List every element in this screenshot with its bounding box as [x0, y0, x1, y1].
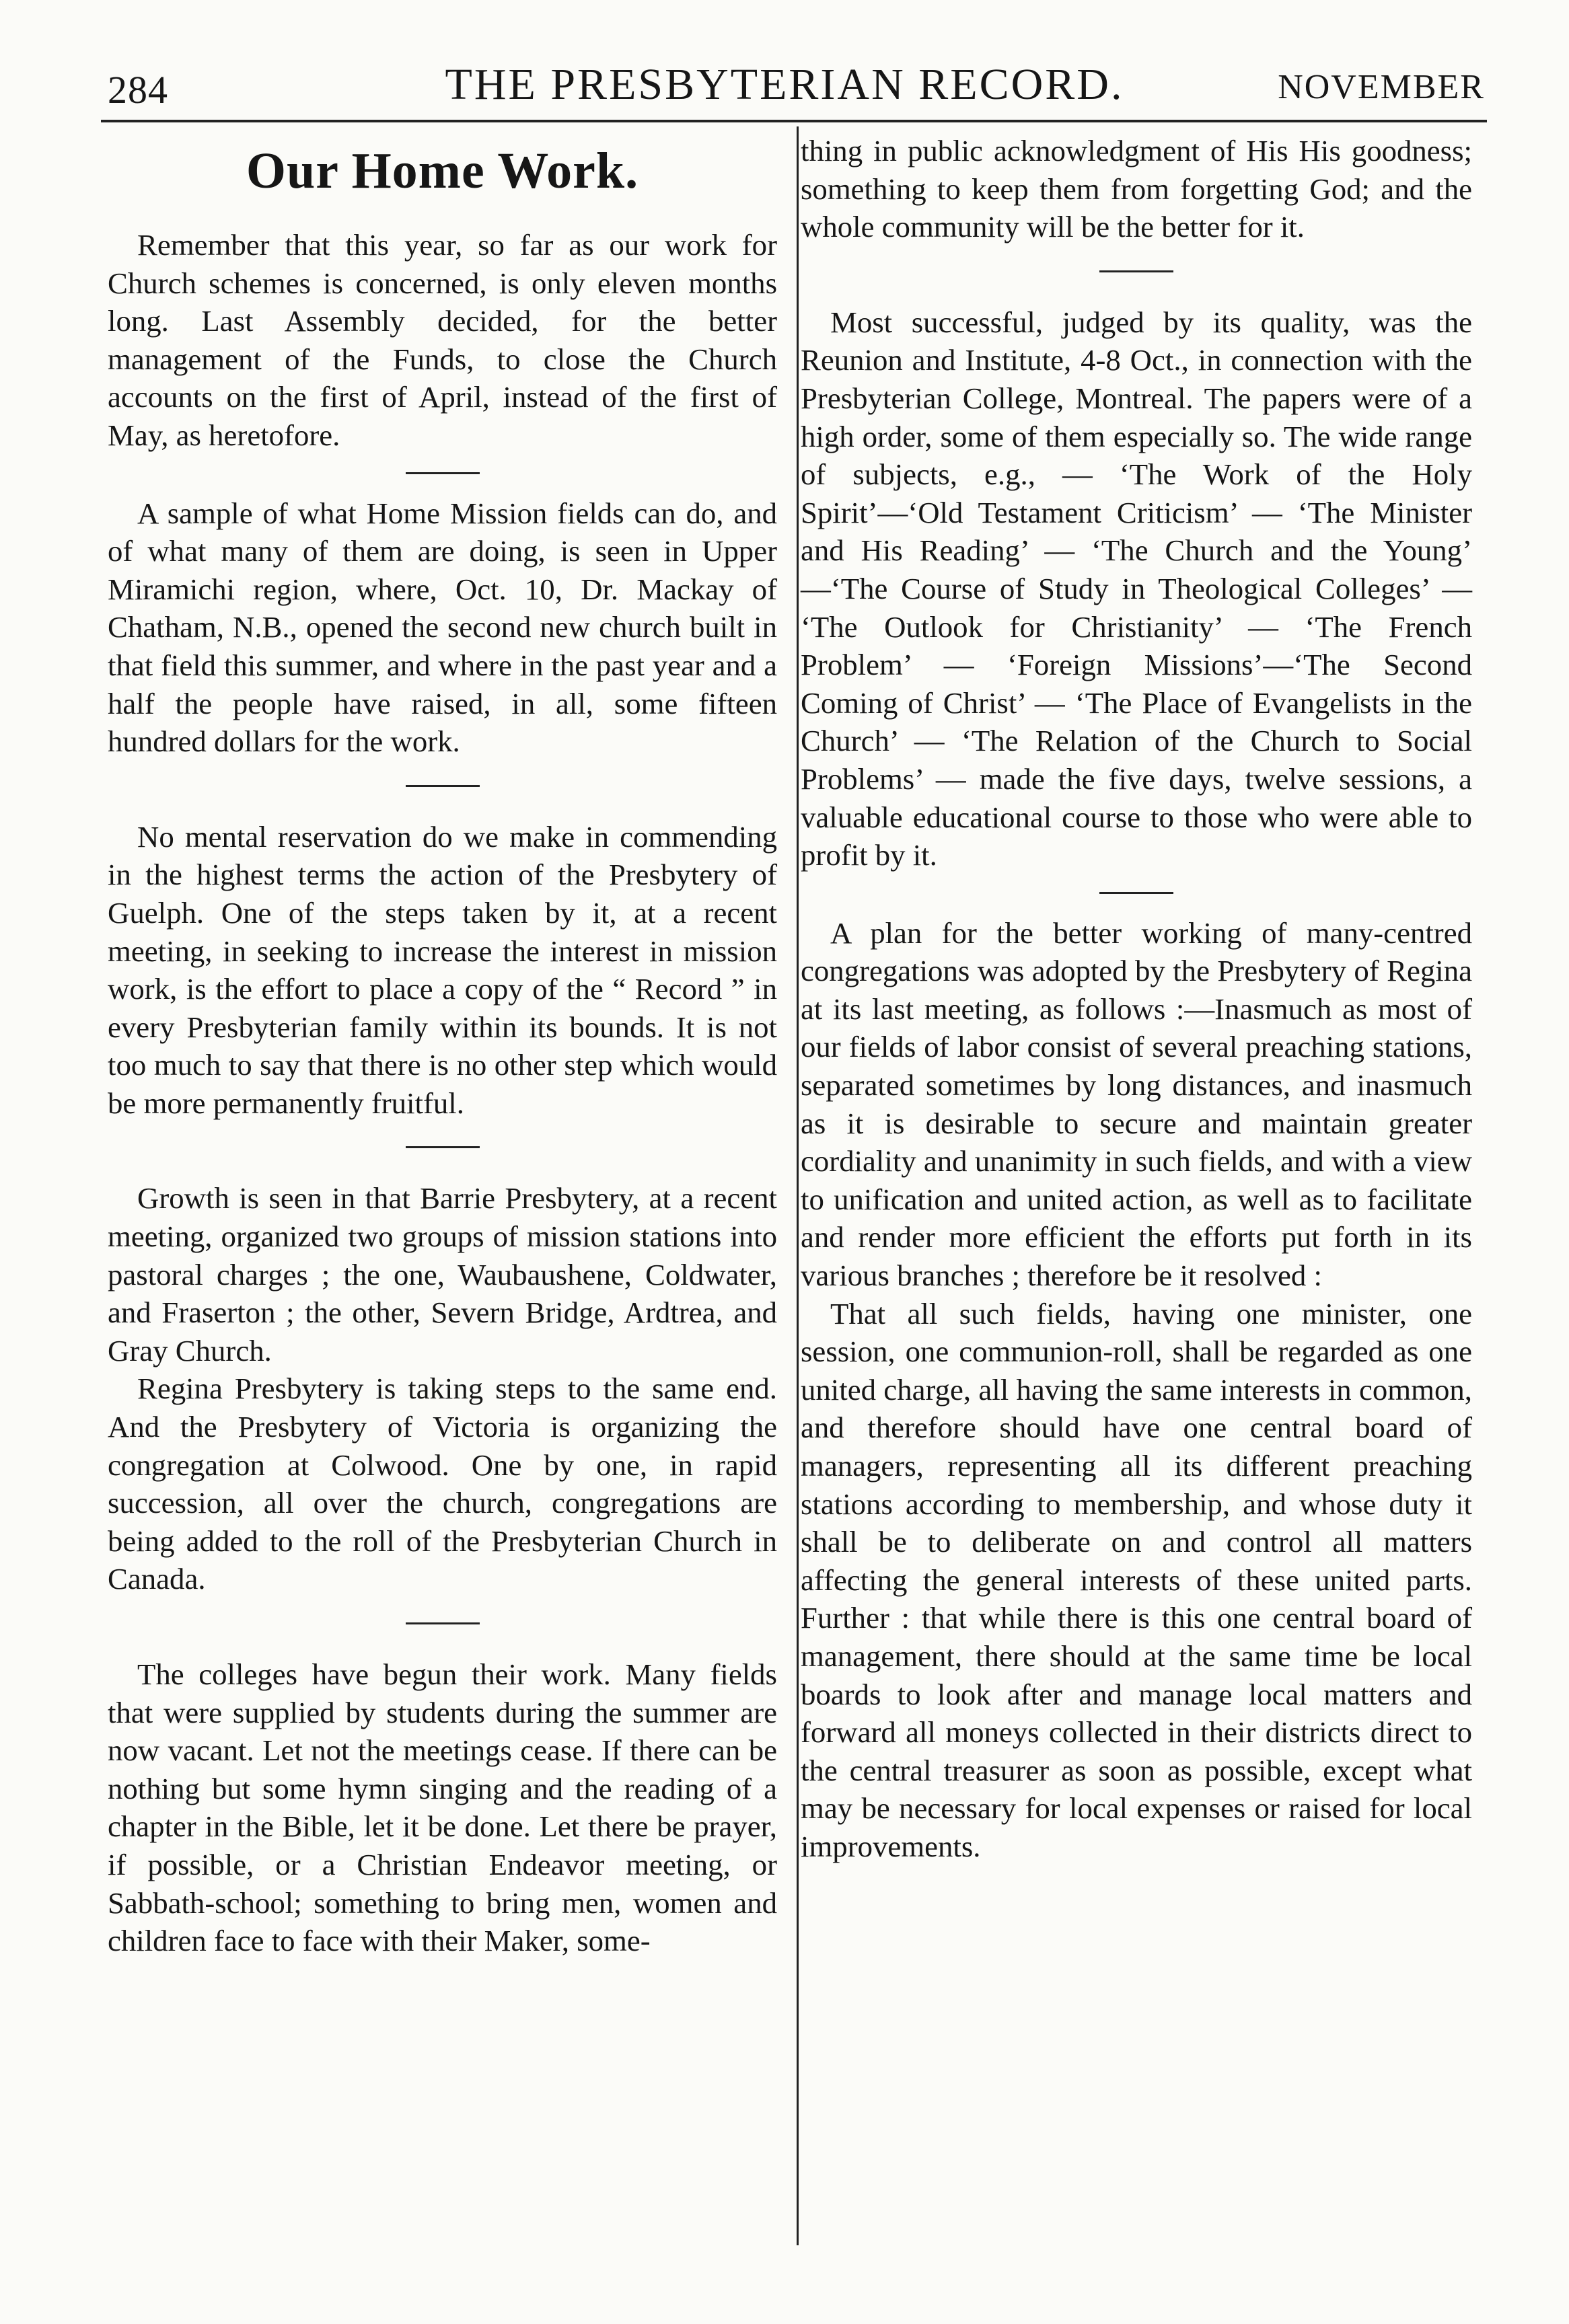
- paragraph-guelph: No mental reservation do we make in commending in the highest terms the action of the Presbytery of Guelph. One of the steps taken by it, at a recent meeting, in seeking to increase the interest in mission work, is the effort to place a copy of the “ Record ” in every Presbyterian family within its bounds. It is not too much to say that there is no other step which would be more permanently fruitful.: [108, 819, 777, 1120]
- paragraph-home-mission: A sample of what Home Mission fields can do, and of what many of them are doing, is seen in Upper Miramichi region, where, Oct. 10, Dr. Mackay of Chatham, N.B., opened the second new church built in that field this summer, and where in the past year and a half the people have raised, in all, some fifteen hundred dollars for the work.: [108, 496, 777, 759]
- left-column: [108, 132, 777, 1960]
- header-rule: [101, 120, 1487, 122]
- page-number: 284: [108, 68, 168, 112]
- paragraph-colleges: The colleges have begun their work. Many fields that were supplied by students during the summer are now vacant. Let not the meetings cease. If there can be nothing but some hymn singing and the reading of a chapter in the Bible, let it be done. Let there be prayer, if possible, or a Christian Endeavor meeting, or Sabbath-school; something to bring men, women and children face to face with their Maker, some-: [108, 1657, 777, 1958]
- issue-month: NOVEMBER: [1278, 68, 1485, 106]
- separator-rule: [406, 1622, 480, 1624]
- column-divider: [797, 126, 799, 2245]
- separator-rule: [406, 472, 480, 474]
- separator-rule: [1099, 270, 1173, 272]
- paragraph-colleges-continued: thing in public acknowledgment of His His goodness; something to keep them from forgetting God; and the whole community will be the better for it.: [801, 134, 1472, 244]
- running-title: THE PRESBYTERIAN RECORD.: [445, 60, 1124, 109]
- separator-rule: [1099, 892, 1173, 894]
- paragraph-regina-victoria: Regina Presbytery is taking steps to the same end. And the Presbytery of Victoria is organizing the congregation at Colwood. One by one, in rapid succession, all over the church, congregations are being added to the roll of the Presbyterian Church in Canada.: [108, 1372, 777, 1596]
- paragraph-barrie: Growth is seen in that Barrie Presbytery, at a recent meeting, organized two groups of mission stations into pastoral charges ; the one, Waubaushene, Coldwater, and Fraserton ; the other, Severn Bridge, Ardtrea, and Gray Church.: [108, 1181, 777, 1367]
- section-title: Our Home Work.: [246, 143, 639, 199]
- right-column: [801, 132, 1472, 1866]
- separator-rule: [406, 1146, 480, 1148]
- paragraph-resolution: That all such fields, having one minister, one session, one communion-roll, shall be regarded as one united charge, all having the same interests in common, and therefore should have one central board of managers, representing all its different preaching stations according to membership, and whose duty it shall be to deliberate on and control all matters affecting the general interests of these united parts. Further : that while there is this one central board of management, there should at the same time be local boards to look after and manage local matters and forward all moneys collected in their districts direct to the central treasurer as soon as possible, except what may be necessary for local expenses or raised for local improvements.: [801, 1296, 1472, 1863]
- paragraph-regina-plan: A plan for the better working of many-centred congregations was adopted by the Presbytery of Regina at its last meeting, as follows :—Inasmuch as most of our fields of labor consist of several preaching stations, separated sometimes by long distances, and inasmuch as it is desirable to secure and maintain greater cordiality and unanimity in such fields, and with a view to unification and united action, as well as to facilitate and render more efficient the efforts put forth in its various branches ; therefore be it resolved :: [801, 915, 1472, 1293]
- page-header: [0, 0, 1569, 121]
- paragraph-reunion-institute: Most successful, judged by its quality, was the Reunion and Institute, 4-8 Oct., in connection with the Presbyterian College, Montreal. The papers were of a high order, some of them especially so. The wide range of subjects, e.g., — ‘The Work of the Holy Spirit’—‘Old Testament Criticism’ — ‘The Minister and His Reading’ — ‘The Church and the Young’ —‘The Course of Study in Theological Colleges’ — ‘The Outlook for Christianity’ — ‘The French Problem’ — ‘Foreign Missions’—‘The Second Coming of Christ’ — ‘The Place of Evangelists in the Church’ — ‘The Relation of the Church to Social Problems’ — made the five days, twelve sessions, a valuable educational course to those who were able to profit by it.: [801, 305, 1472, 872]
- paragraph-assembly-accounts: Remember that this year, so far as our work for Church schemes is concerned, is only eleven months long. Last Assembly decided, for the better management of the Funds, to close the Church accounts on the first of April, instead of the first of May, as heretofore.: [108, 228, 777, 452]
- separator-rule: [406, 785, 480, 787]
